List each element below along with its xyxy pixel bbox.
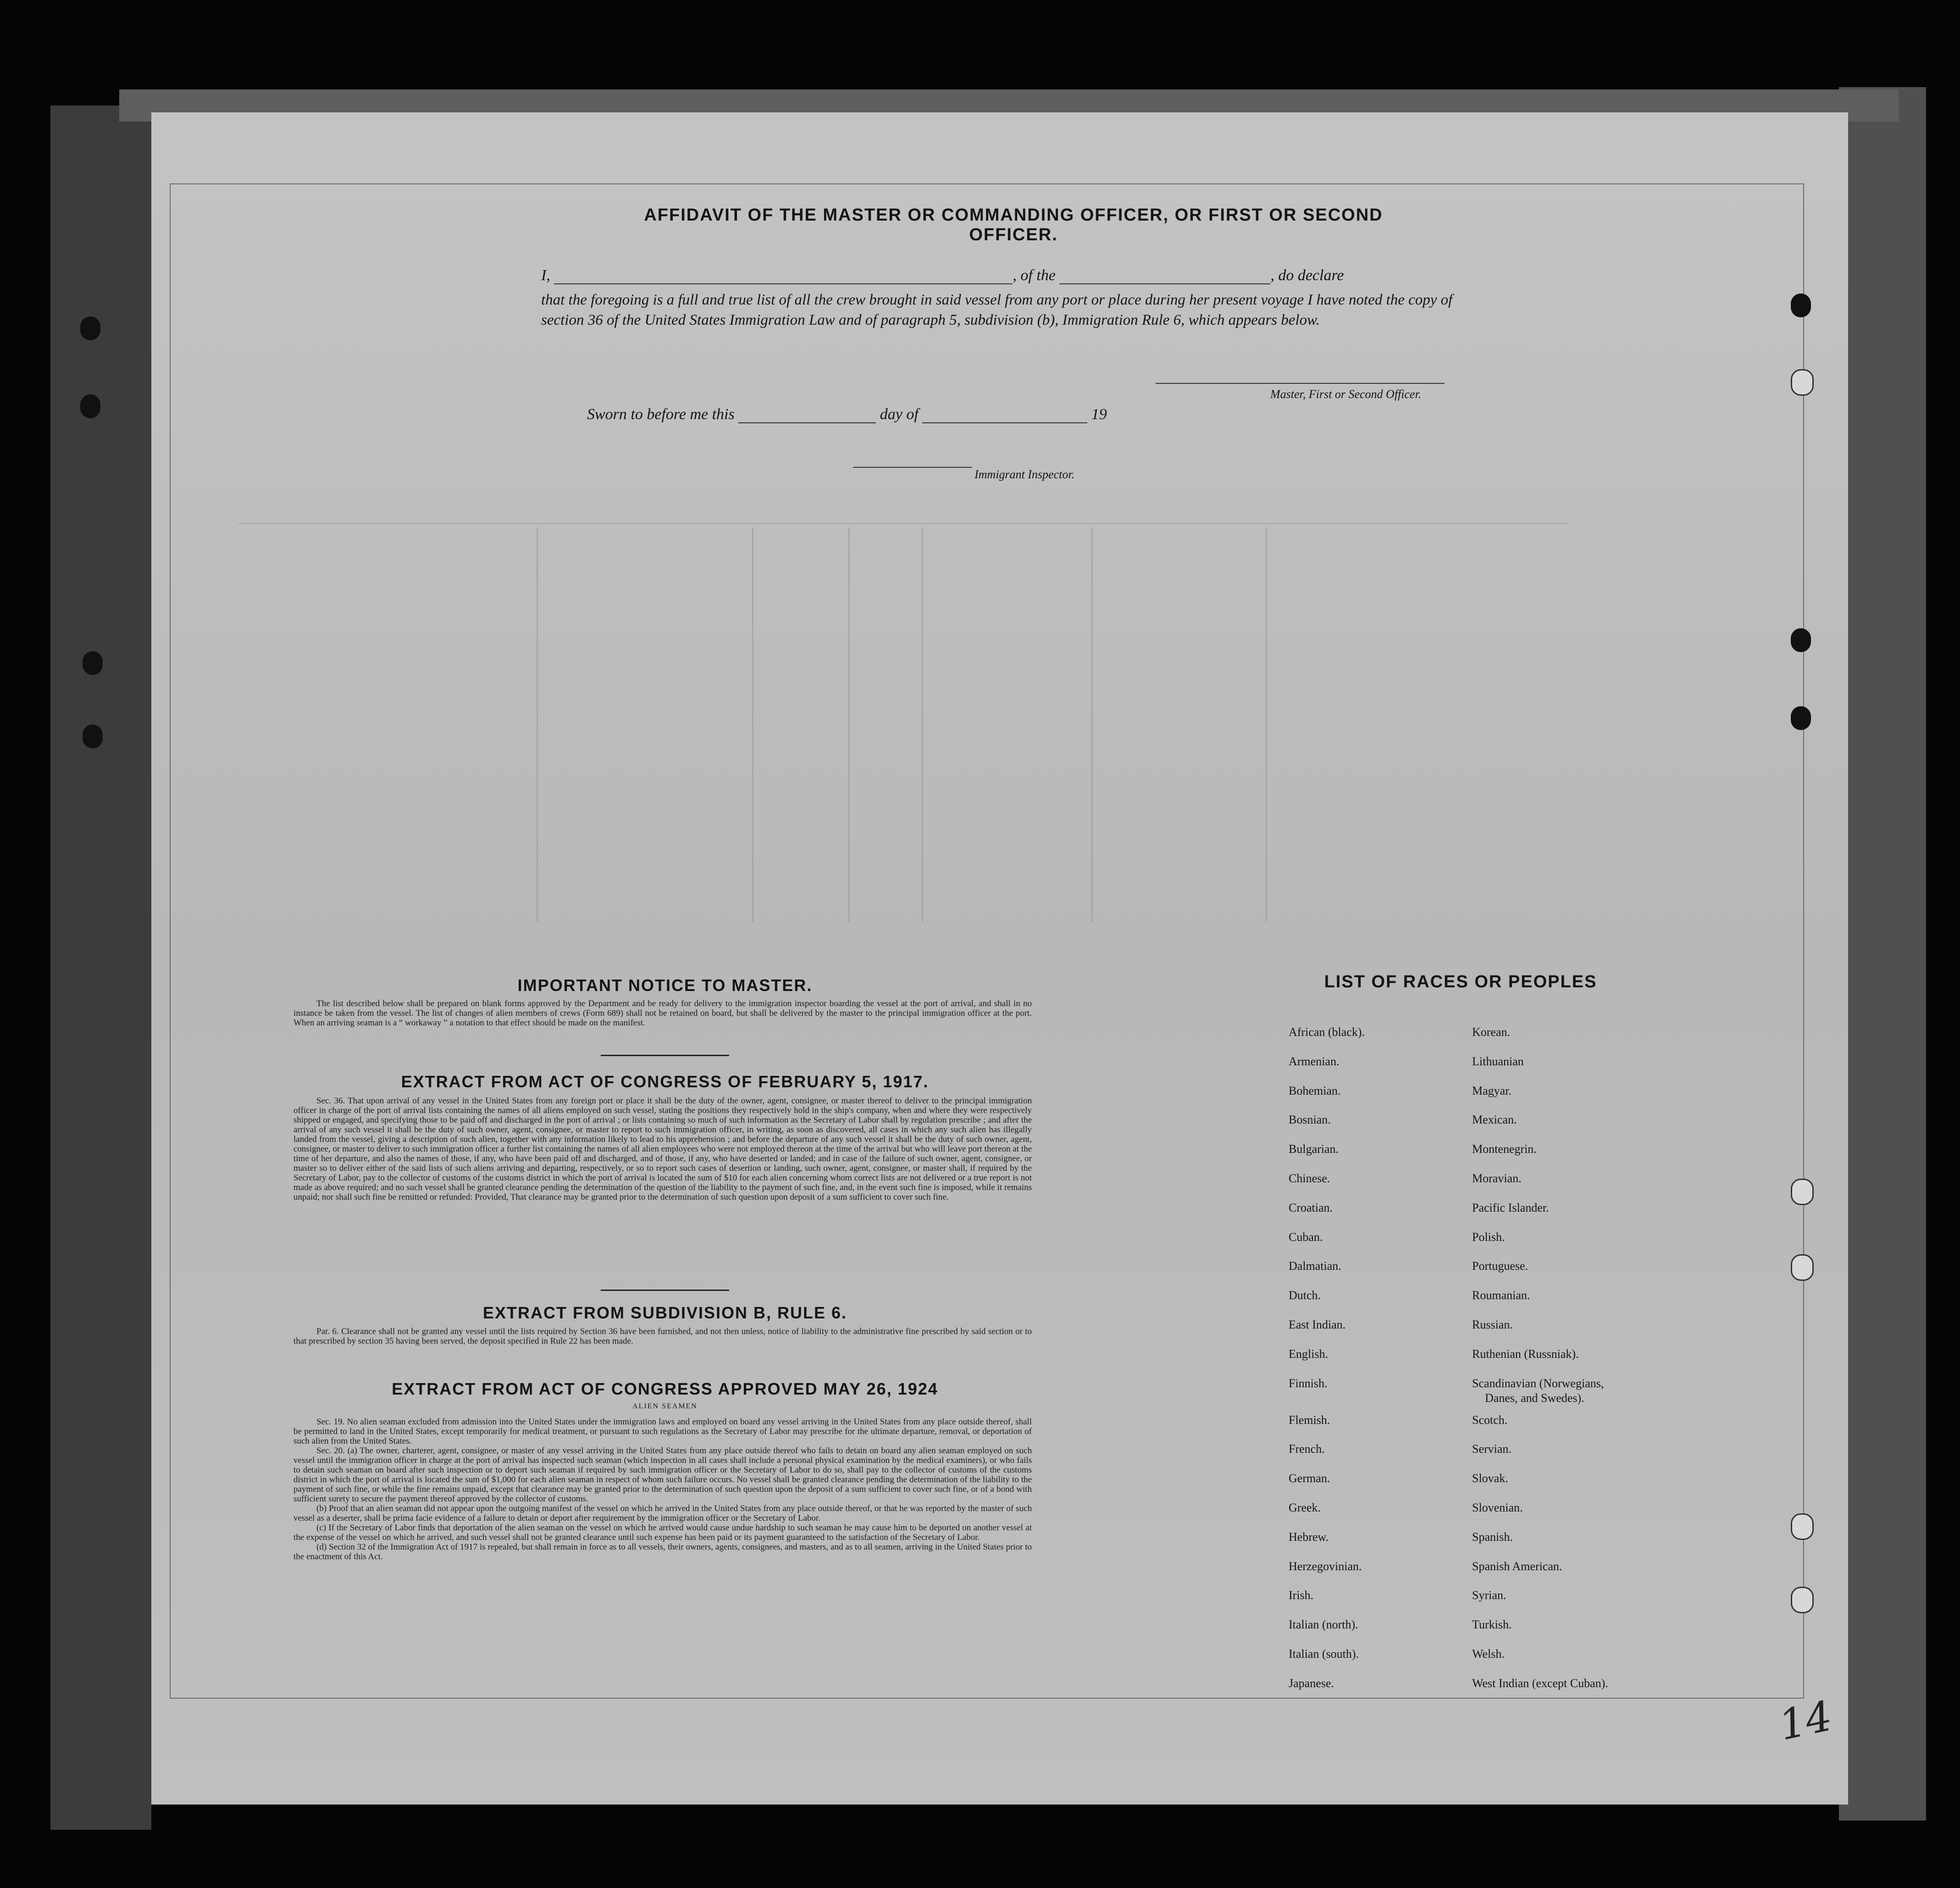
inspector-signature-label: Immigrant Inspector. bbox=[974, 468, 1075, 481]
binding-hole bbox=[1791, 1254, 1814, 1281]
master-name-field[interactable] bbox=[554, 283, 1013, 284]
race-item: Welsh. bbox=[1472, 1647, 1505, 1661]
extract-1924-text bbox=[293, 1417, 1032, 1561]
day-of-text: day of bbox=[880, 406, 919, 423]
race-item: Pacific Islander. bbox=[1472, 1201, 1549, 1214]
bleed-through-column bbox=[1091, 527, 1093, 922]
master-signature-field[interactable] bbox=[1156, 383, 1445, 384]
race-item: Italian (north). bbox=[1289, 1618, 1358, 1632]
races-left-column bbox=[1289, 1025, 1365, 1705]
bleed-through-band bbox=[238, 523, 1568, 524]
binding-hole bbox=[1791, 369, 1814, 396]
binding-hole bbox=[1791, 1179, 1814, 1205]
sec-20d-paragraph: (d) Section 32 of the Immigration Act of 1917 is repealed, but shall remain in force as to all vessels, their owners, agents, consignees, and masters, and as to all seamen, arriving in the United States prior to the enactment of this Act. bbox=[293, 1542, 1032, 1561]
binding-hole bbox=[1791, 293, 1811, 317]
extract-1917-title: EXTRACT FROM ACT OF CONGRESS OF FEBRUARY 5, 1917. bbox=[401, 1072, 929, 1091]
notice-paragraph: The list described below shall be prepared on blank forms approved by the Department and be ready for delivery to the immigration inspector boarding the vessel at the port of arrival, and shall in no instance be taken from the vessel. The list of changes of alien members of crews (Form 689) shall not be retained on board, but shall be delivered by the master to the principal immigration officer at the port. When an arriving seaman is a “ workaway ” a notation to that effect should be made on the manifest. bbox=[293, 999, 1032, 1028]
divider bbox=[601, 1290, 729, 1291]
year-prefix: 19 bbox=[1091, 406, 1107, 423]
race-item: Greek. bbox=[1289, 1500, 1321, 1514]
race-item: Flemish. bbox=[1289, 1413, 1330, 1427]
race-item: Servian. bbox=[1472, 1442, 1512, 1456]
race-item: Polish. bbox=[1472, 1230, 1505, 1244]
race-item: Dalmatian. bbox=[1289, 1259, 1341, 1273]
binding-hole bbox=[80, 394, 100, 418]
race-item: Ruthenian (Russniak). bbox=[1472, 1347, 1579, 1361]
race-item: Korean. bbox=[1472, 1025, 1511, 1039]
bleed-through-column bbox=[752, 527, 753, 922]
race-item: Magyar. bbox=[1472, 1084, 1512, 1097]
race-item: German. bbox=[1289, 1472, 1330, 1485]
race-item: Italian (south). bbox=[1289, 1647, 1359, 1661]
binding-hole bbox=[1791, 706, 1811, 730]
par-6-paragraph: Par. 6. Clearance shall not be granted any vessel until the lists required by Section 36 have been furnished, and not then unless, notice of liability to the administrative fine prescribed by said section or to that prescribed by section 35 having been served, the deposit specified in Rule 22 has been made. bbox=[293, 1327, 1032, 1346]
race-item: Croatian. bbox=[1289, 1201, 1333, 1214]
sec-20c-paragraph: (c) If the Secretary of Labor finds that deportation of the alien seaman on the vessel on which he arrived would cause undue hardship to such seaman he may cause him to be deported on another vessel at the expense of the vessel on which he arrived, and such vessel shall not be granted clearance until such expense has been paid or its payment guaranteed to the satisfaction of the Secretary of Labor. bbox=[293, 1523, 1032, 1542]
inspector-signature-field[interactable] bbox=[853, 467, 972, 468]
races-right-column bbox=[1472, 1025, 1608, 1705]
races-title: LIST OF RACES OR PEOPLES bbox=[1324, 972, 1597, 991]
race-item: West Indian (except Cuban). bbox=[1472, 1676, 1608, 1690]
race-item: Herzegovinian. bbox=[1289, 1559, 1362, 1573]
race-item: Portuguese. bbox=[1472, 1259, 1528, 1273]
notice-title: IMPORTANT NOTICE TO MASTER. bbox=[517, 976, 813, 995]
alien-seamen-subtitle: ALIEN SEAMEN bbox=[632, 1402, 698, 1410]
binding-hole bbox=[80, 316, 100, 340]
extract-rule6-title: EXTRACT FROM SUBDIVISION B, RULE 6. bbox=[482, 1303, 847, 1322]
extract-1924-title: EXTRACT FROM ACT OF CONGRESS APPROVED MAY 26, 1924 bbox=[392, 1379, 938, 1398]
race-item: Lithuanian bbox=[1472, 1054, 1524, 1068]
back-sheet-right bbox=[1839, 87, 1926, 1821]
race-item: English. bbox=[1289, 1347, 1328, 1361]
sworn-text: Sworn to before me this bbox=[587, 406, 735, 423]
race-item: Montenegrin. bbox=[1472, 1142, 1537, 1156]
race-item: French. bbox=[1289, 1442, 1325, 1456]
race-item: Bulgarian. bbox=[1289, 1142, 1339, 1156]
sec-19-paragraph: Sec. 19. No alien seaman excluded from admission into the United States under the immigration laws and employed on board any vessel arriving in the United States from any place outside thereof, shall be permitted to land in the United States, except temporarily for medical treatment, or pursuant to such regulations as the Secretary of Labor may prescribe for the ultimate departure, removal, or deportation of such alien from the United States. bbox=[293, 1417, 1032, 1446]
binding-hole bbox=[83, 651, 103, 675]
binding-hole bbox=[83, 725, 103, 748]
race-item: Russian. bbox=[1472, 1318, 1513, 1331]
binding-hole bbox=[1791, 1587, 1814, 1613]
bleed-through-column bbox=[537, 527, 538, 922]
race-item-text: Scandinavian (Norwegians, bbox=[1472, 1376, 1604, 1390]
race-item: Scotch. bbox=[1472, 1413, 1508, 1427]
sworn-day-field[interactable] bbox=[738, 422, 876, 423]
section-36-paragraph: Sec. 36. That upon arrival of any vessel in the United States from any foreign port or place it shall be the duty of the owner, agent, consignee, or master thereof to deliver to the principal immigration officer in charge of the port of arrival lists containing the names of all aliens employed on such vessel, stating the positions they respectively hold in the ship's company, when and where they were respectively shipped or engaged, and specifying those to be paid off and discharged in the port of arrival ; or lists containing so much of such information as the Secretary of Labor shall by regulation prescribe ; and after the arrival of any such vessel it shall be the duty of such owner, agent, consignee, or master to report to such immigration officer, in writing, as soon as discovered, all cases in which any such alien has illegally landed from the vessel, giving a description of such alien, together with any information likely to lead to his apprehension ; and before the departure of any such vessel it shall be the duty of such owner, agent, consignee, or master to deliver to such immigration officer a further list containing the names of all alien employees who were not employed thereon at the time of the arrival but who will leave port thereon at the time of her departure, and also the names of those, if any, who have been paid off and discharged, and of those, if any, who have deserted or landed; and in case of the failure of such owner, agent, consignee, or master so to deliver either of the said lists of such aliens arriving and departing, respectively, or so to report such cases of desertion or landing, such owner, agent, consignee, or master shall, if required by the Secretary of Labor, pay to the collector of customs of the customs district in which the port of arrival is located the sum of $10 for each alien concerning whom correct lists are not delivered or a true report is not made as above required; and no such vessel shall be granted clearance pending the determination of the question of the liability to the payment of such fine, and, in the event such fine is imposed, while it remains unpaid; nor shall such fine be remitted or refunded: Provided, That clearance may be granted prior to the determination of such question upon deposit of a sum sufficient to cover such fine. bbox=[293, 1096, 1032, 1202]
race-item: Mexican. bbox=[1472, 1113, 1517, 1127]
binding-hole bbox=[1791, 628, 1811, 652]
affidavit-declaration-line bbox=[541, 267, 1344, 284]
race-item: Turkish. bbox=[1472, 1618, 1512, 1632]
sworn-month-field[interactable] bbox=[922, 422, 1087, 423]
notice-text bbox=[293, 999, 1032, 1028]
extract-1917-text bbox=[293, 1096, 1032, 1202]
race-item: Hebrew. bbox=[1289, 1530, 1329, 1544]
affidavit-of-the: , of the bbox=[1013, 267, 1056, 284]
affidavit-body: that the foregoing is a full and true list of all the crew brought in said vessel from any port or place during her present voyage I have noted the copy of section 36 of the United States Immigration Law and of paragraph 5, subdivision (b), Immigration Rule 6, which appears below. bbox=[541, 292, 1453, 328]
race-item: Bohemian. bbox=[1289, 1084, 1341, 1097]
race-item: East Indian. bbox=[1289, 1318, 1346, 1331]
binding-hole bbox=[1791, 1513, 1814, 1540]
race-item: Finnish. bbox=[1289, 1376, 1328, 1390]
race-item: Spanish. bbox=[1472, 1530, 1513, 1544]
extract-rule6-text bbox=[293, 1327, 1032, 1346]
sworn-line bbox=[587, 406, 1107, 423]
bleed-through-column bbox=[848, 527, 850, 922]
race-item: Roumanian. bbox=[1472, 1289, 1530, 1302]
bleed-through-column bbox=[1266, 527, 1267, 922]
affidavit-do-declare: , do declare bbox=[1270, 267, 1344, 284]
race-item: Armenian. bbox=[1289, 1054, 1340, 1068]
race-item: Moravian. bbox=[1472, 1171, 1522, 1185]
race-item: Syrian. bbox=[1472, 1589, 1506, 1602]
bleed-through-column bbox=[922, 527, 923, 922]
race-item: Dutch. bbox=[1289, 1289, 1321, 1302]
race-item: Cuban. bbox=[1289, 1230, 1323, 1244]
race-item: Japanese. bbox=[1289, 1676, 1334, 1690]
race-item: Bosnian. bbox=[1289, 1113, 1331, 1127]
race-item: Chinese. bbox=[1289, 1171, 1330, 1185]
affidavit-i: I, bbox=[541, 267, 550, 284]
race-item: Slovenian. bbox=[1472, 1500, 1523, 1514]
master-signature-label: Master, First or Second Officer. bbox=[1270, 388, 1422, 401]
sec-20b-paragraph: (b) Proof that an alien seaman did not appear upon the outgoing manifest of the vessel on which he arrived in the United States from any place outside thereof, or that he was reported by the master of such vessel as a deserter, shall be prima facie evidence of a failure to detain or deport after requirement by the immigration officer or the Secretary of Labor. bbox=[293, 1504, 1032, 1523]
sec-20a-paragraph: Sec. 20. (a) The owner, charterer, agent, consignee, or master of any vessel arriving in the United States from any place outside thereof who fails to detain on board any alien seaman employed on such vessel until the immigration officer in charge at the port of arrival has inspected such seaman (which inspection in all cases shall include a personal physical examination by the medical examiners), or who fails to detain such seaman on board after such inspection or to deport such seaman if required by such immigration officer or the Secretary of Labor to do so, shall pay to the collector of customs of the customs district in which the port of arrival is located the sum of $1,000 for each alien seaman in respect of whom such failure occurs. No vessel shall be granted clearance pending the determination of the liability to the payment of such fine, or while the fine remains unpaid, except that clearance may be granted prior to the determination of such question upon the deposit of a sum sufficient to cover such fine, or of a bond with sufficient surety to secure the payment thereof approved by the collector of customs. bbox=[293, 1446, 1032, 1504]
race-item: Spanish American. bbox=[1472, 1559, 1562, 1573]
handwritten-page-number: 14 bbox=[1775, 1692, 1837, 1750]
race-item: Slovak. bbox=[1472, 1472, 1508, 1485]
race-item-continuation: Danes, and Swedes). bbox=[1485, 1391, 1584, 1405]
race-item: African (black). bbox=[1289, 1025, 1365, 1039]
race-item: Irish. bbox=[1289, 1589, 1314, 1602]
race-item-scandinavian bbox=[1472, 1376, 1608, 1413]
affidavit-title: AFFIDAVIT OF THE MASTER OR COMMANDING OFFICER, OR FIRST OR SECOND OFFICER. bbox=[644, 205, 1383, 244]
divider bbox=[601, 1055, 729, 1056]
back-sheet-left bbox=[50, 105, 151, 1830]
vessel-name-field[interactable] bbox=[1059, 283, 1270, 284]
